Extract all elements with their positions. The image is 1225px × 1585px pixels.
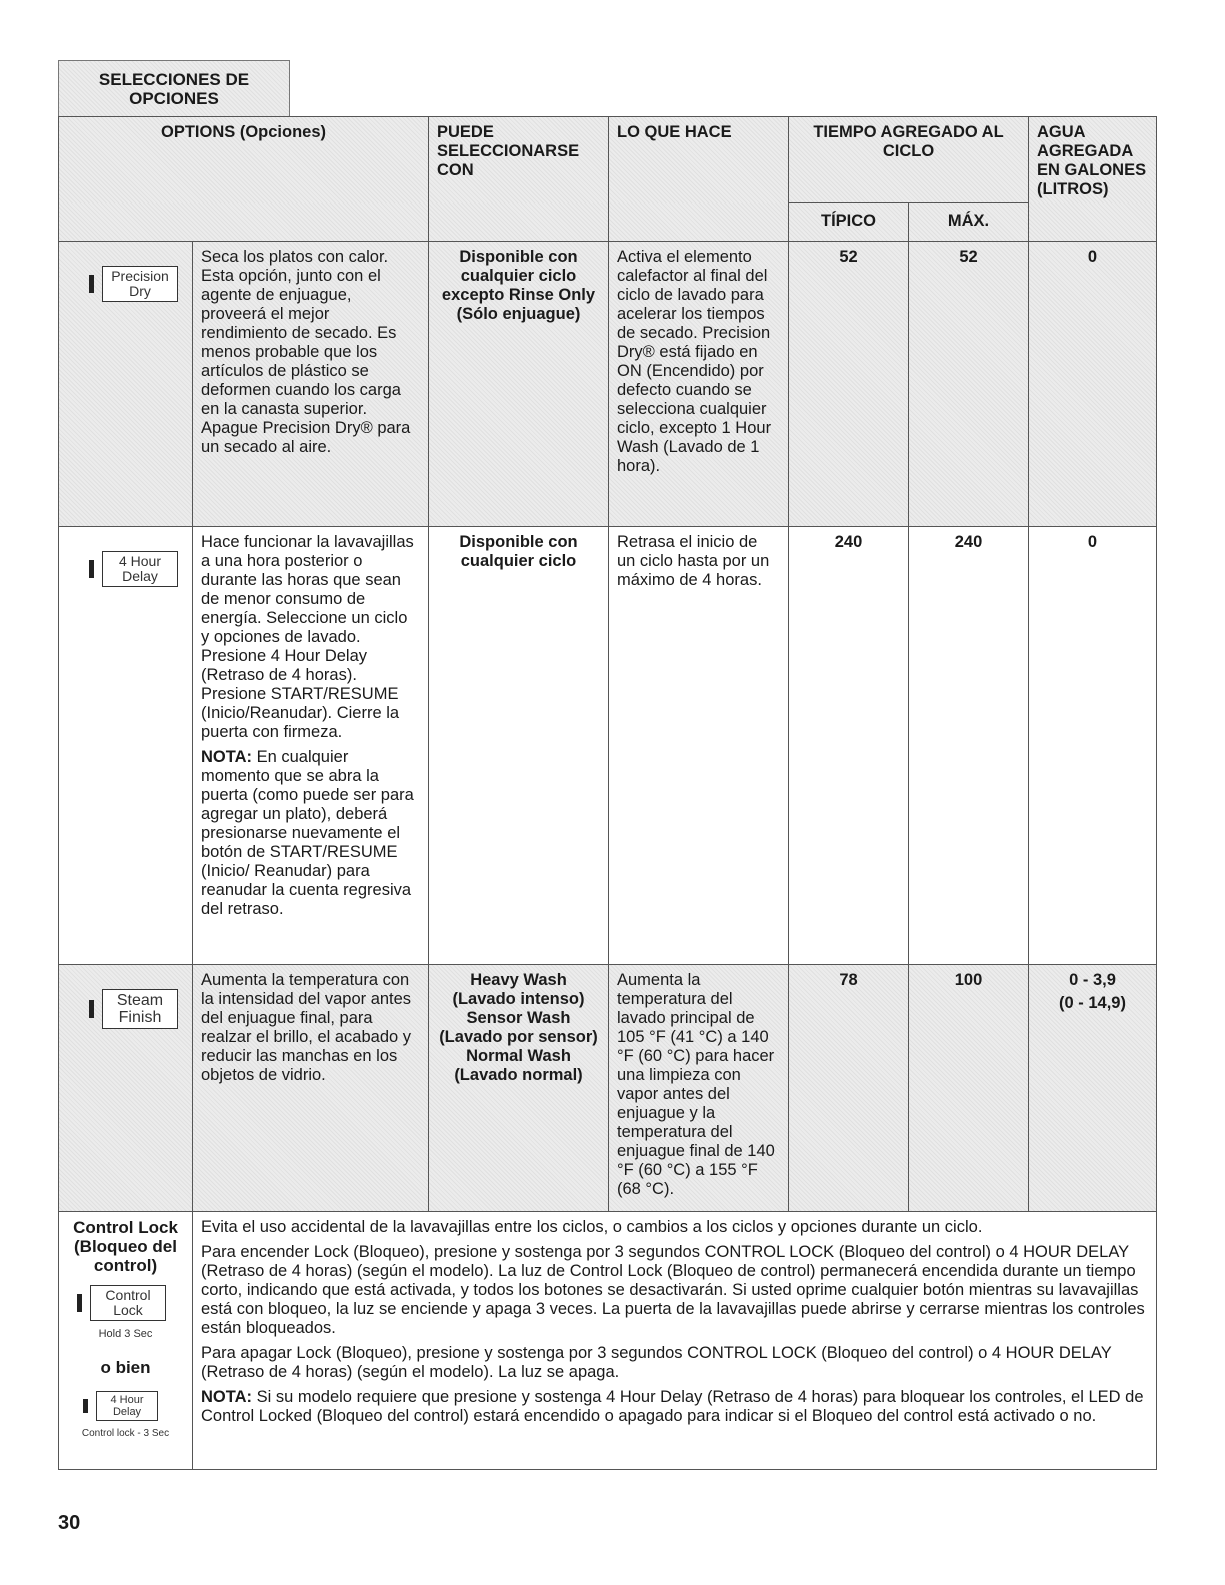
alt-4-hour-delay-button: 4 Hour Delay <box>96 1391 158 1421</box>
time-max: 52 <box>909 242 1029 527</box>
option-description: Aumenta la temperatura con la intensidad del vapor antes del enjuague final, para realzar el brillo, el acabado y reducir las manchas en los objetos de vidrio. <box>193 965 429 1212</box>
option-row-precision-dry <box>59 242 1157 527</box>
alt-hold-label: Control lock - 3 Sec <box>81 1428 170 1439</box>
description-text: Hace funcionar la lavavajillas a una hora posterior o durante las horas que sean de menor consumo de energía. Seleccione un ciclo y opciones de lavado. Presione 4 Hour Delay (Retraso de 4 horas). Presione START/RESUME (Inicio/Reanudar). Cierre la puerta con firmeza. <box>201 533 414 741</box>
header-max: MÁX. <box>909 202 1029 241</box>
time-typical: 240 <box>789 527 909 965</box>
option-description: Seca los platos con calor. Esta opción, junto con el agente de enjuague, proveerá el mejor rendimiento de secado. Es menos probable que los artículos de plástico se deformen cuando los carga en la canasta superior. Apague Precision Dry® para un secado al aire. <box>193 242 429 527</box>
option-what-it-does: Aumenta la temperatura del lavado principal de 105 °F (41 °C) a 140 °F (60 °C) para hacer una limpieza con vapor antes del enjuague y la temperatura del enjuague final de 140 °F (60 °C) a 155 °F (68 °C). <box>609 965 789 1212</box>
control-lock-paragraph-3: Para apagar Lock (Bloqueo), presione y sostenga por 3 segundos CONTROL LOCK (Bloqueo del control) o 4 HOUR DELAY (Retraso de 4 horas) (según el modelo). La luz se apaga. <box>201 1344 1112 1381</box>
or-label: o bien <box>100 1358 151 1377</box>
page-number: 30 <box>58 1512 81 1534</box>
header-typical: TÍPICO <box>789 202 909 241</box>
option-available-with: Heavy Wash (Lavado intenso) Sensor Wash (Lavado por sensor) Normal Wash (Lavado normal) <box>429 965 609 1212</box>
indicator-light-icon <box>77 1294 82 1312</box>
4-hour-delay-button: 4 Hour Delay <box>102 551 178 587</box>
time-max: 240 <box>909 527 1029 965</box>
control-lock-paragraph-1: Evita el uso accidental de la lavavajillas entre los ciclos, o cambios a los ciclos y opciones durante un ciclo. <box>201 1218 983 1236</box>
control-lock-description <box>193 1212 1157 1470</box>
control-lock-paragraph-2: Para encender Lock (Bloqueo), presione y sostenga por 3 segundos CONTROL LOCK (Bloqueo del control) o 4 HOUR DELAY (Retraso de 4 horas) (según el modelo). La luz de Control Lock (Bloqueo de control) permanecerá encendida durante un tiempo corto, indicando que está activada, y todos los botones se desactivarán. Si usted oprime cualquier botón mientras su lavavajillas está con bloqueo, la luz se enciende y apaga 3 veces. La puerta de la lavavajillas puede abrirse y cerrarse mientras los controles están bloqueados. <box>201 1243 1145 1337</box>
water-added: 0 - 3,9 (0 - 14,9) <box>1029 965 1157 1212</box>
water-added: 0 <box>1029 527 1157 965</box>
time-typical: 78 <box>789 965 909 1212</box>
option-available-with: Disponible con cualquier ciclo <box>429 527 609 965</box>
header-time-added: TIEMPO AGREGADO AL CICLO <box>789 117 1029 203</box>
steam-finish-button: Steam Finish <box>102 989 178 1029</box>
4-hour-delay-control <box>67 533 184 587</box>
header-can-select: PUEDE SELECCIONARSE CON <box>429 117 609 242</box>
time-max: 100 <box>909 965 1029 1212</box>
section-tab-line2: OPCIONES <box>129 89 219 108</box>
section-tab <box>58 60 290 116</box>
precision-dry-button: Precision Dry <box>102 266 178 302</box>
time-typical: 52 <box>789 242 909 527</box>
option-row-steam-finish <box>59 965 1157 1212</box>
option-what-it-does: Retrasa el inicio de un ciclo hasta por un máximo de 4 horas. <box>609 527 789 965</box>
option-what-it-does: Activa el elemento calefactor al final del ciclo de lavado para acelerar los tiempos de secado. Precision Dry® está fijado en ON (Encendido) por defecto cuando se selecciona cualquier ciclo, excepto 1 Hour Wash (Lavado de 1 hora). <box>609 242 789 527</box>
control-lock-control <box>63 1275 188 1321</box>
alt-delay-control <box>63 1377 188 1421</box>
header-options: OPTIONS (Opciones) <box>59 117 429 242</box>
options-table <box>58 116 1157 1470</box>
description-note: NOTA: En cualquier momento que se abra la puerta (como puede ser para agregar un plato), deberá presionarse nuevamente el botón de START/RESUME (Inicio/ Reanudar) para reanudar la cuenta regresiva del retraso. <box>201 748 414 918</box>
hold-label: Hold 3 Sec <box>98 1328 153 1340</box>
section-tab-line1: SELECCIONES DE <box>98 70 250 89</box>
option-row-control-lock <box>59 1212 1157 1470</box>
control-lock-title: Control Lock (Bloqueo del control) <box>73 1218 178 1275</box>
option-row-4-hour-delay <box>59 527 1157 965</box>
header-water-added: AGUA AGREGADA EN GALONES (LITROS) <box>1029 117 1157 242</box>
water-added: 0 <box>1029 242 1157 527</box>
precision-dry-control <box>67 248 184 302</box>
indicator-light-icon <box>89 1000 94 1018</box>
control-lock-note: NOTA: Si su modelo requiere que presione y sostenga 4 Hour Delay (Retraso de 4 horas) para bloquear los controles, el LED de Control Locked (Bloqueo del control) estará encendido o apagado para indicar si el Bloqueo del control está activado o no. <box>201 1388 1144 1425</box>
indicator-light-icon <box>89 560 94 578</box>
indicator-light-icon <box>89 275 94 293</box>
option-description <box>193 527 429 965</box>
option-available-with: Disponible con cualquier ciclo excepto Rinse Only (Sólo enjuague) <box>429 242 609 527</box>
header-what-it-does: LO QUE HACE <box>609 117 789 242</box>
header-row <box>59 117 1157 203</box>
indicator-light-icon <box>83 1399 88 1413</box>
steam-finish-control <box>67 971 184 1029</box>
control-lock-button: Control Lock <box>90 1285 166 1321</box>
